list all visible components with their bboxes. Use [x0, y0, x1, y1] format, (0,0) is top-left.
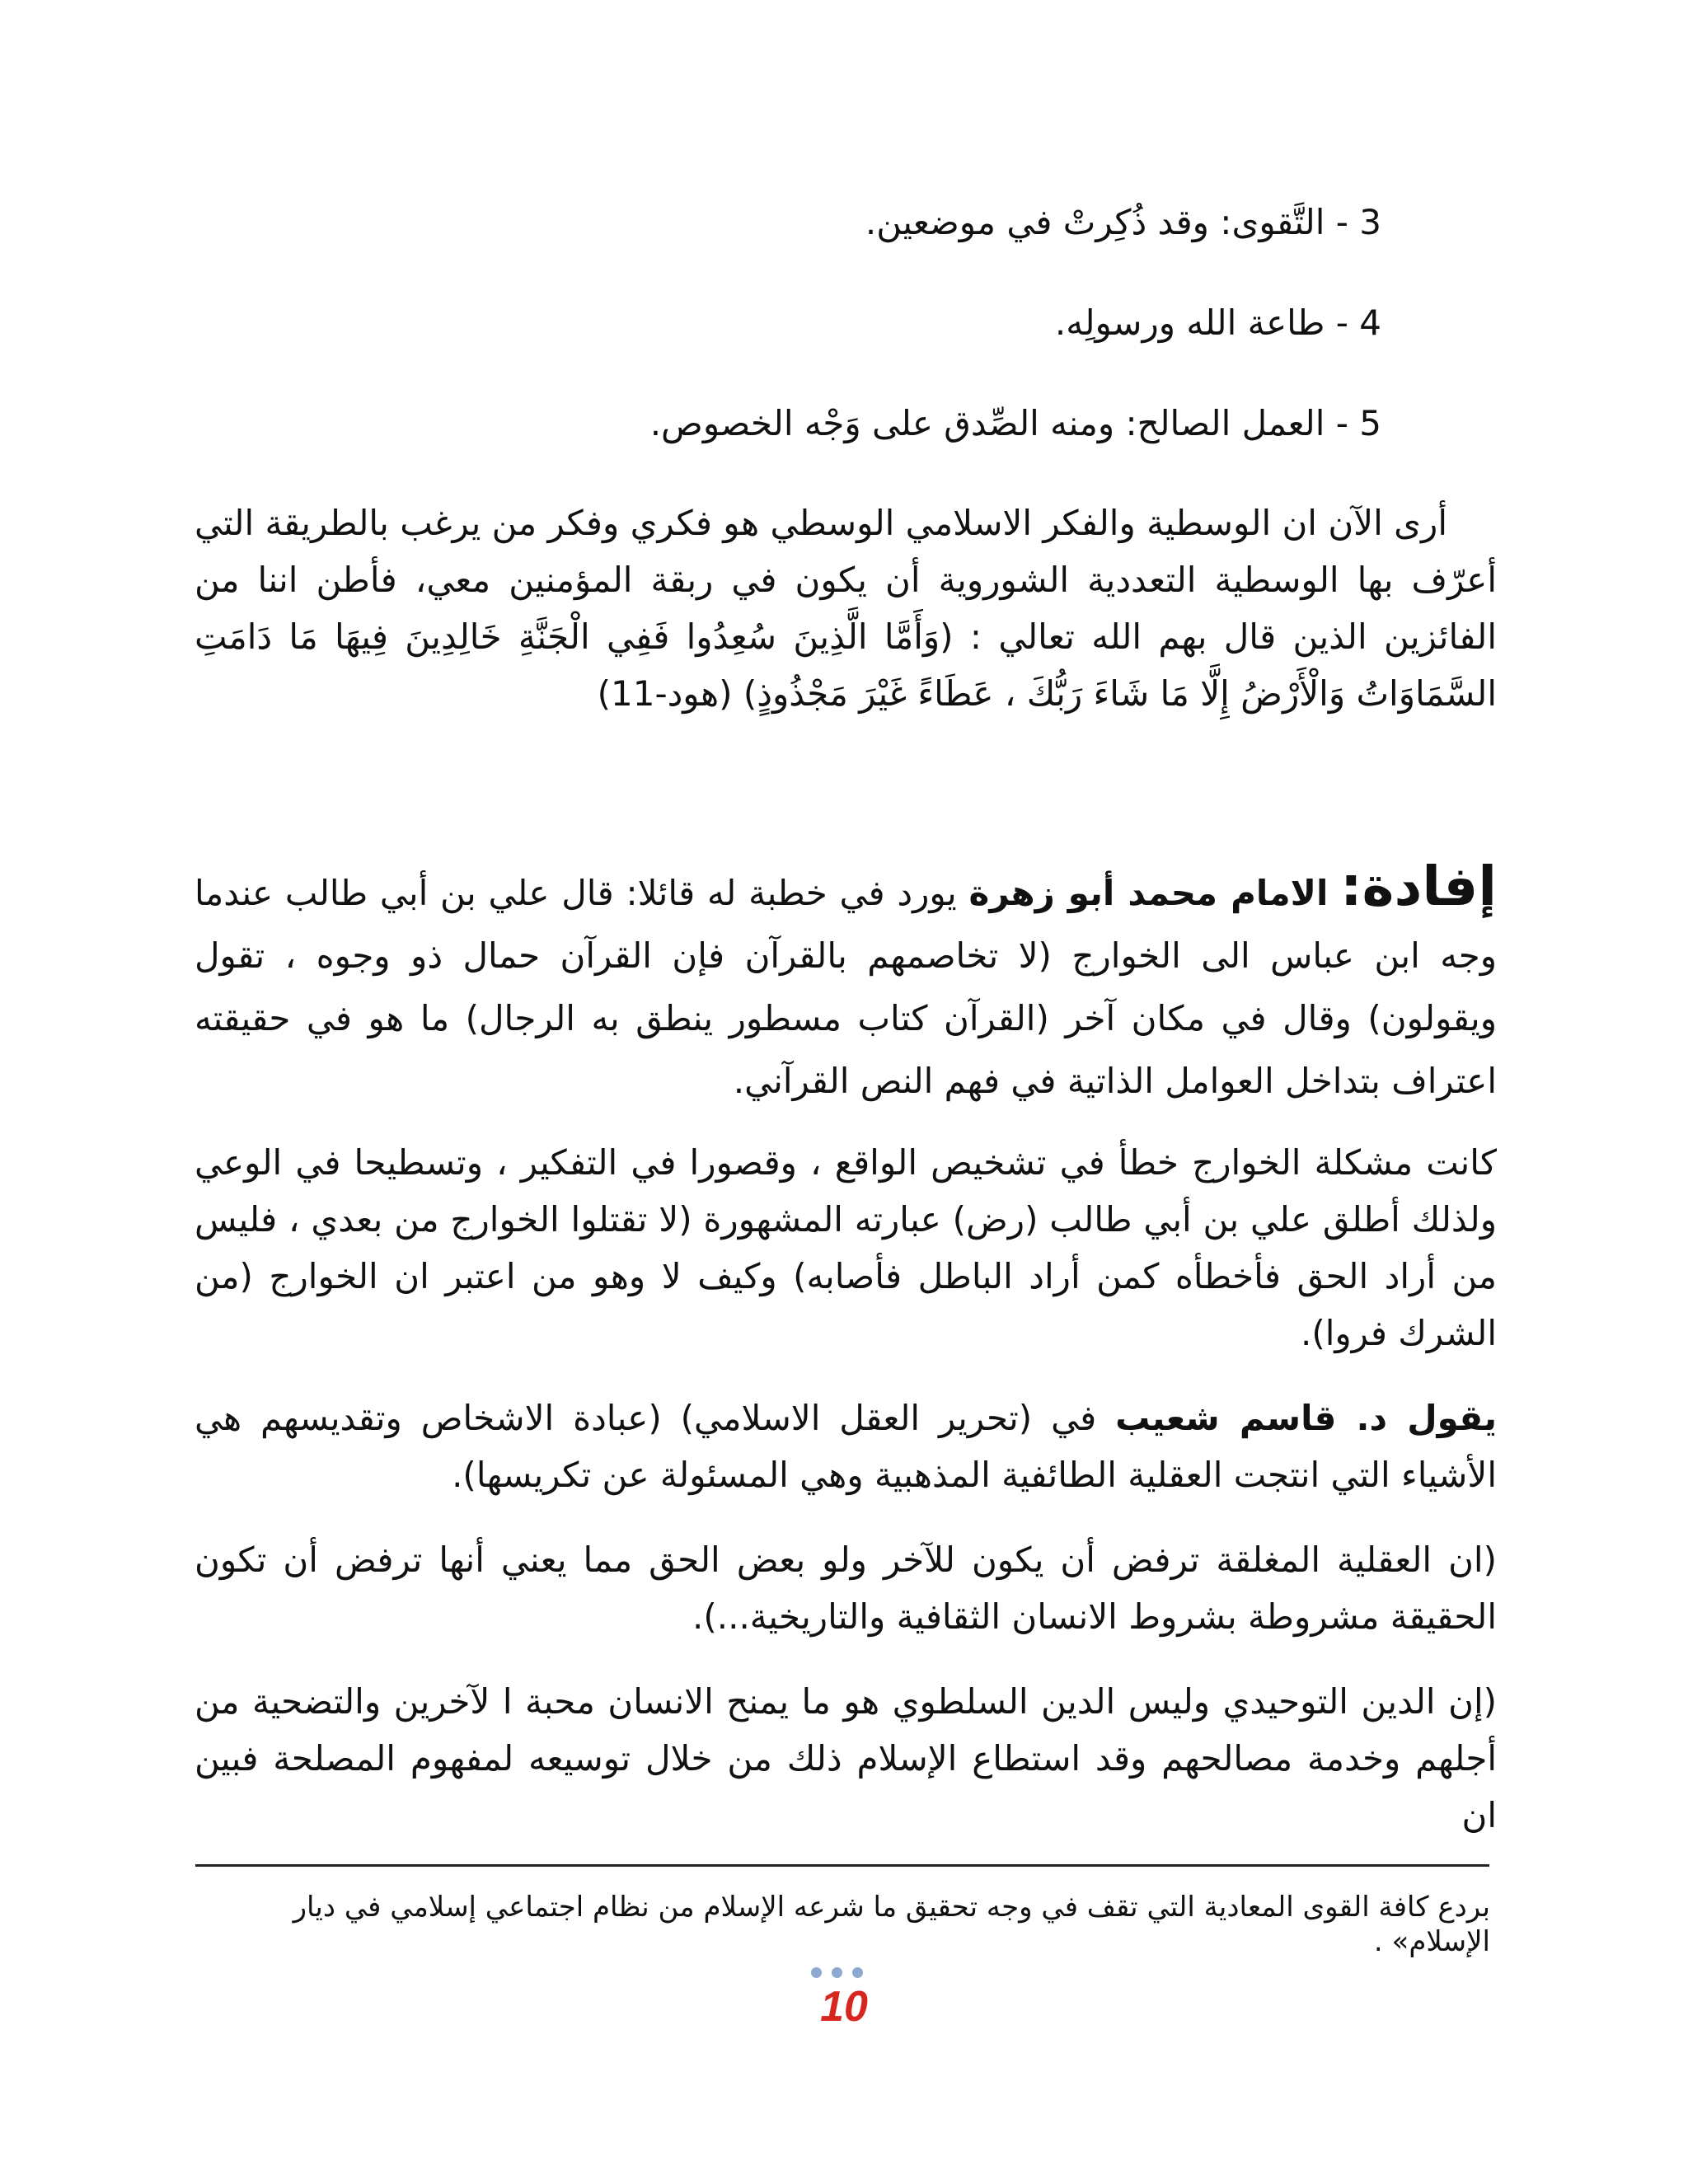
paragraph-wasatiya — [195, 494, 1497, 722]
paragraph-closed-mentality-text: (ان العقلية المغلقة ترفض أن يكون للآخر ولو بعض الحق مما يعني أنها ترفض أن تكون الحقيقة مشروطة بشروط الانسان الثقافية والتاريخية...). — [195, 1540, 1497, 1637]
paragraph-wasatiya-text: أرى الآن ان الوسطية والفكر الاسلامي الوسطي هو فكري وفكر من يرغب بالطريقة التي أعرّف بها الوسطية التعددية الشوروية أن يكون في ربقة المؤمنين معي، فأطن اننا من الفائزين الذين قال بهم الله تعالي : (وَأَمَّا الَّذِينَ سُعِدُوا فَفِي الْجَنَّةِ خَالِدِينَ فِيهَا مَا دَامَتِ السَّمَاوَاتُ وَالْأَرْضُ إِلَّا مَا شَاءَ رَبُّكَ ، عَطَاءً غَيْرَ مَجْذُوذٍ) (هود-11) — [195, 503, 1497, 714]
paragraph-qasim-shuayb — [195, 1390, 1497, 1503]
paragraph-ifada — [195, 855, 1497, 1113]
paragraph-khawarij-text: كانت مشكلة الخوارج خطأ في تشخيص الواقع ، وقصورا في التفكير ، وتسطيحا في الوعي ولذلك أطلق علي بن أبي طالب (رض) عبارته المشهورة (لا تقتلوا الخوارج من بعدي ، فليس من أراد الحق فأخطأه كمن أراد الباطل فأصابه) وكيف لا وهو من اعتبر ان الخوارج (من الشرك فروا). — [195, 1142, 1497, 1353]
ornament-dot — [852, 1967, 863, 1978]
paragraph-khawarij — [195, 1134, 1497, 1361]
ornament-dot — [811, 1967, 822, 1978]
page-ornament-dots — [811, 1967, 864, 1979]
abu-zahra-name: الامام محمد أبو زهرة — [968, 873, 1329, 913]
qasim-shuayb-body: في (تحرير العقل الاسلامي) (عبادة الاشخاص وتقديسهم هي الأشياء التي انتجت العقلية الطائفية المذهبية وهي المسئولة عن تكريسها). — [195, 1398, 1497, 1495]
paragraph-qasim-shuayb-text — [195, 1390, 1497, 1503]
list-item-obedience: 4 - طاعة الله ورسولِه. — [1054, 302, 1381, 343]
list-item-good-deeds: 5 - العمل الصالح: ومنه الصِّدق على وَجْه الخصوص. — [649, 403, 1381, 443]
paragraph-monotheistic-religion-text: (إن الدين التوحيدي وليس الدين السلطوي هو ما يمنح الانسان محبة ا لآخرين والتضحية من أجلهم وخدمة مصالحهم وقد استطاع الإسلام ذلك من خلال توسيعه لمفهوم المصلحة فبين ان — [195, 1681, 1497, 1835]
paragraph-closed-mentality — [195, 1531, 1497, 1645]
footnote: بردع كافة القوى المعادية التي تقف في وجه تحقيق ما شرعه الإسلام من نظام اجتماعي إسلامي في ديار الإسلام» . — [293, 1891, 1490, 1958]
paragraph-ifada-text — [195, 855, 1497, 1113]
ifada-body: يورد في خطبة له قائلا: قال علي بن أبي طالب عندما وجه ابن عباس الى الخوارج (لا تخاصمهم بالقرآن فإن القرآن حمال ذو وجوه ، تقول ويقولون) وقال في مكان آخر (القرآن كتاب مسطور ينطق به الرجال) ما هو في حقيقته اعتراف بتداخل العوامل الذاتية في فهم النص القرآني. — [195, 873, 1497, 1101]
ornament-dot — [832, 1967, 842, 1978]
list-item-taqwa: 3 - التَّقوى: وقد ذُكِرتْ في موضعين. — [865, 202, 1381, 242]
ifada-heading: إفادة: — [1340, 855, 1497, 918]
paragraph-monotheistic-religion — [195, 1673, 1497, 1844]
footnote-separator — [195, 1864, 1489, 1867]
qasim-shuayb-name: يقول د. قاسم شعيب — [1115, 1398, 1498, 1438]
page-number: 10 — [820, 1983, 868, 2031]
